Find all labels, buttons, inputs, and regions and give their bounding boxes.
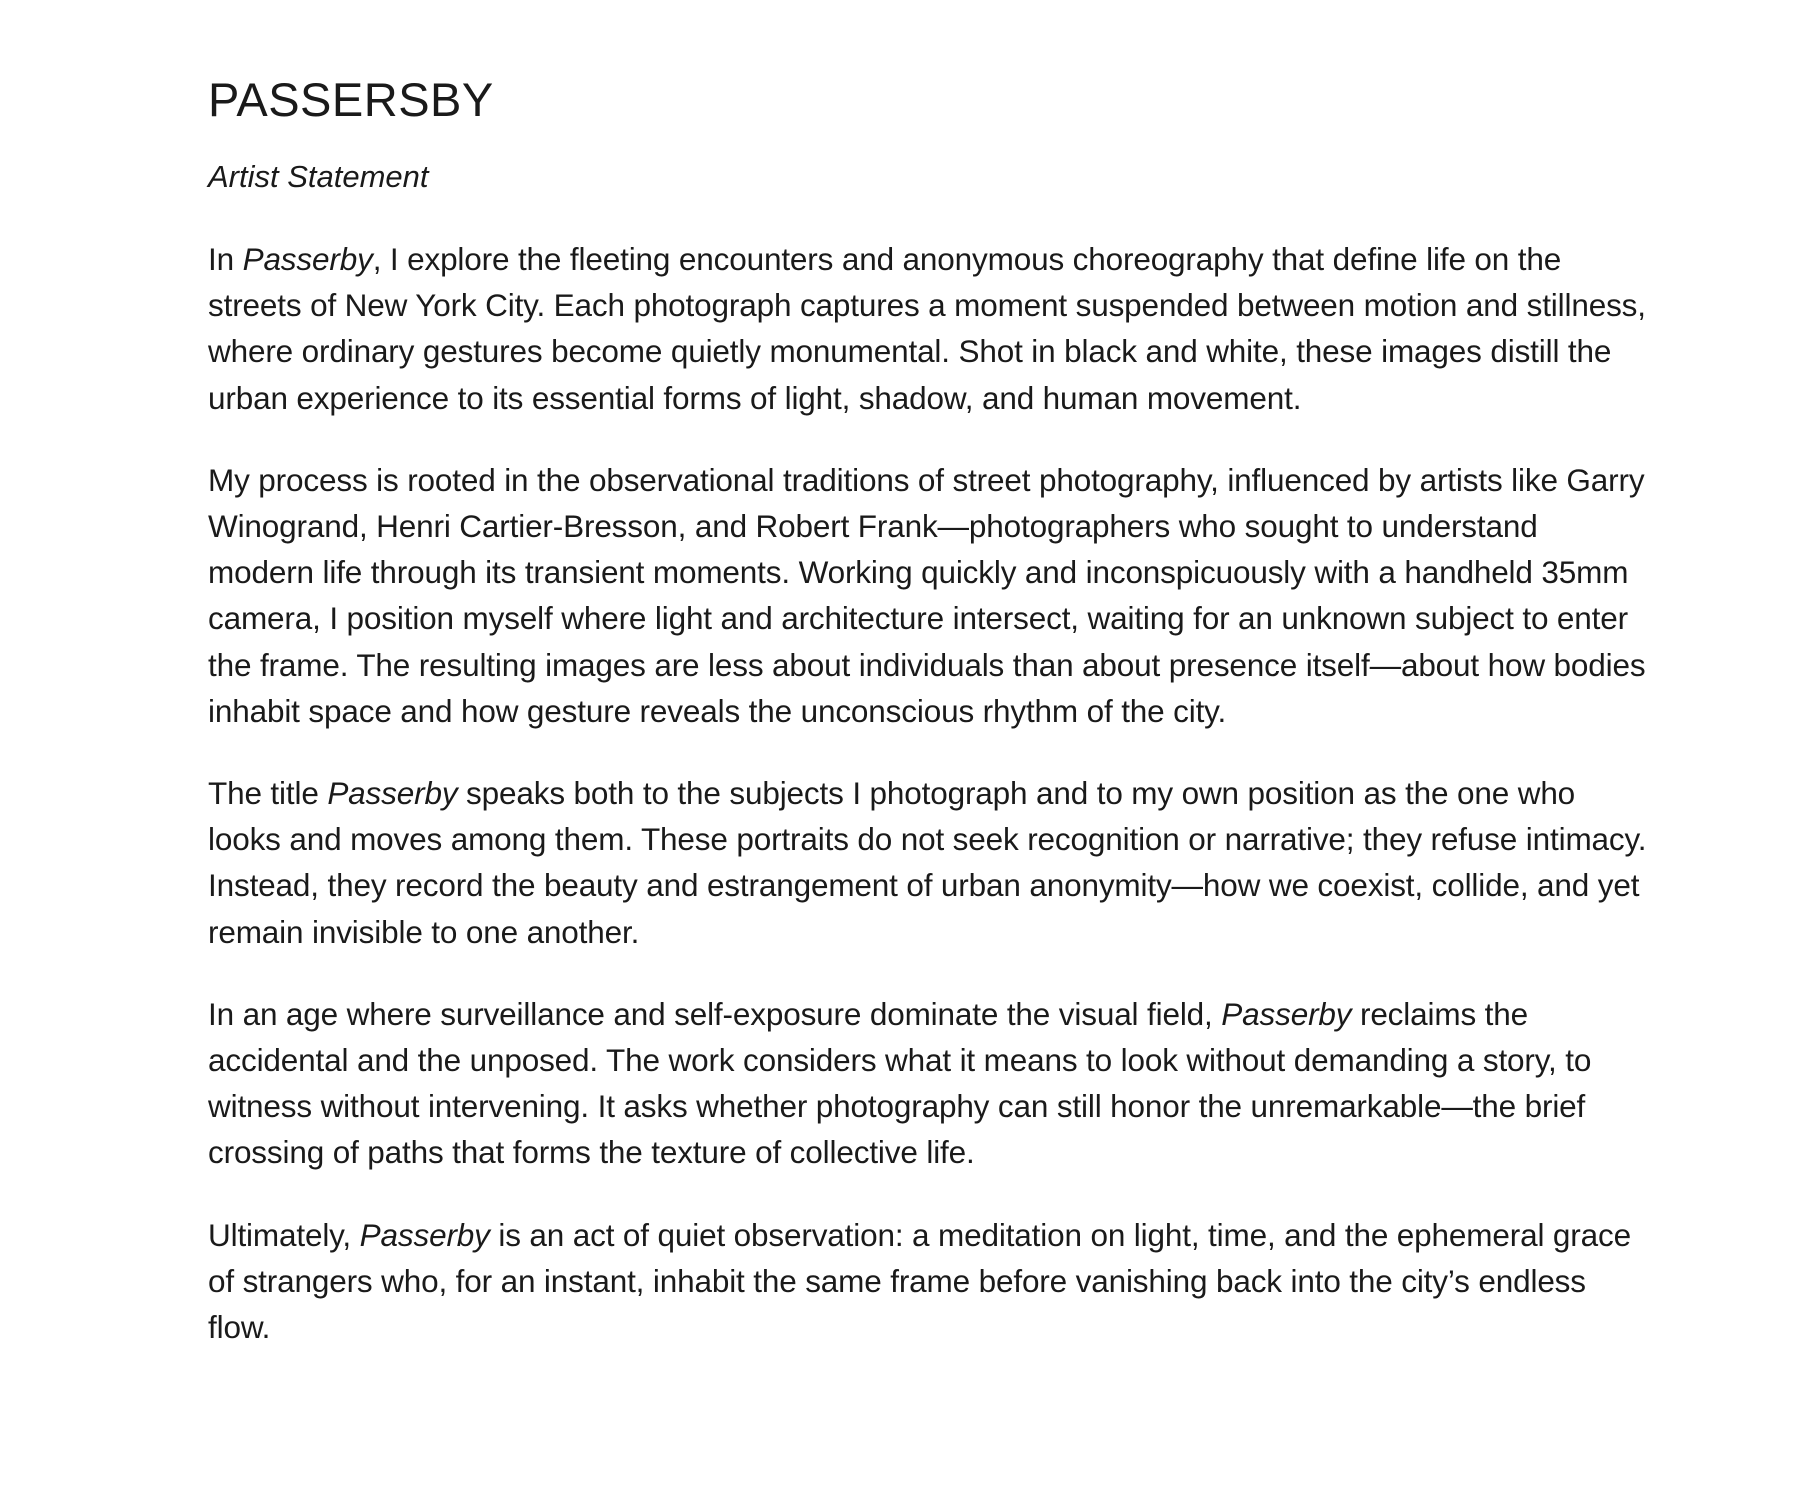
statement-paragraph <box>208 1212 1648 1351</box>
text-segment: Ultimately, <box>208 1216 360 1253</box>
statement-paragraph <box>208 991 1648 1176</box>
text-segment: speaks both to the subjects I photograph and to my own position as the one who looks and moves among them. These portraits do not seek recognition or narrative; they refuse intimacy. Instead, they record the beauty and estrangement of urban anonymity—how we coexist, collide, and yet remain invisible to one another. <box>208 775 1647 950</box>
text-segment-italic: Passerby <box>1221 995 1352 1032</box>
text-segment: My process is rooted in the observational traditions of street photography, influenced by artists like Garry Winogrand, Henri Cartier-Bresson, and Robert Frank—photographers who sought to understand modern life through its transient moments. Working quickly and inconspicuously with a handheld 35mm camera, I position myself where light and architecture intersect, waiting for an unknown subject to enter the frame. The resulting images are less about individuals than about presence itself—about how bodies inhabit space and how gesture reveals the unconscious rhythm of the city. <box>208 461 1646 729</box>
text-segment: The title <box>208 775 328 812</box>
page-subtitle: Artist Statement <box>208 159 429 194</box>
statement-paragraph <box>208 770 1648 955</box>
artist-statement-page <box>208 68 1648 1386</box>
text-segment: In <box>208 241 243 277</box>
text-segment: , I explore the fleeting encounters and anonymous choreography that define life on the streets of New York City. Each photograph captures a moment suspended between motion and stillness, where ordinary gestures become quietly monumental. Shot in black and white, these images distill the urban experience to its essential forms of light, shadow, and human movement. <box>208 241 1646 416</box>
text-segment: is an act of quiet observation: a meditation on light, time, and the ephemeral grace of strangers who, for an instant, inhabit the same frame before vanishing back into the city’s endless flow. <box>208 1216 1631 1346</box>
text-segment-italic: Passerby <box>359 1216 490 1253</box>
text-segment: In an age where surveillance and self-exposure dominate the visual field, <box>208 995 1222 1032</box>
text-segment: reclaims the accidental and the unposed. The work considers what it means to look without demanding a story, to witness without intervening. It asks whether photography can still honor the unremarkable—the brief crossing of paths that forms the texture of collective life. <box>208 995 1592 1171</box>
page-title: PASSERSBY <box>208 73 494 126</box>
text-segment-italic: Passerby <box>242 241 373 277</box>
statement-paragraph <box>208 457 1648 734</box>
text-segment-italic: Passerby <box>327 775 458 812</box>
statement-paragraph <box>208 236 1648 421</box>
